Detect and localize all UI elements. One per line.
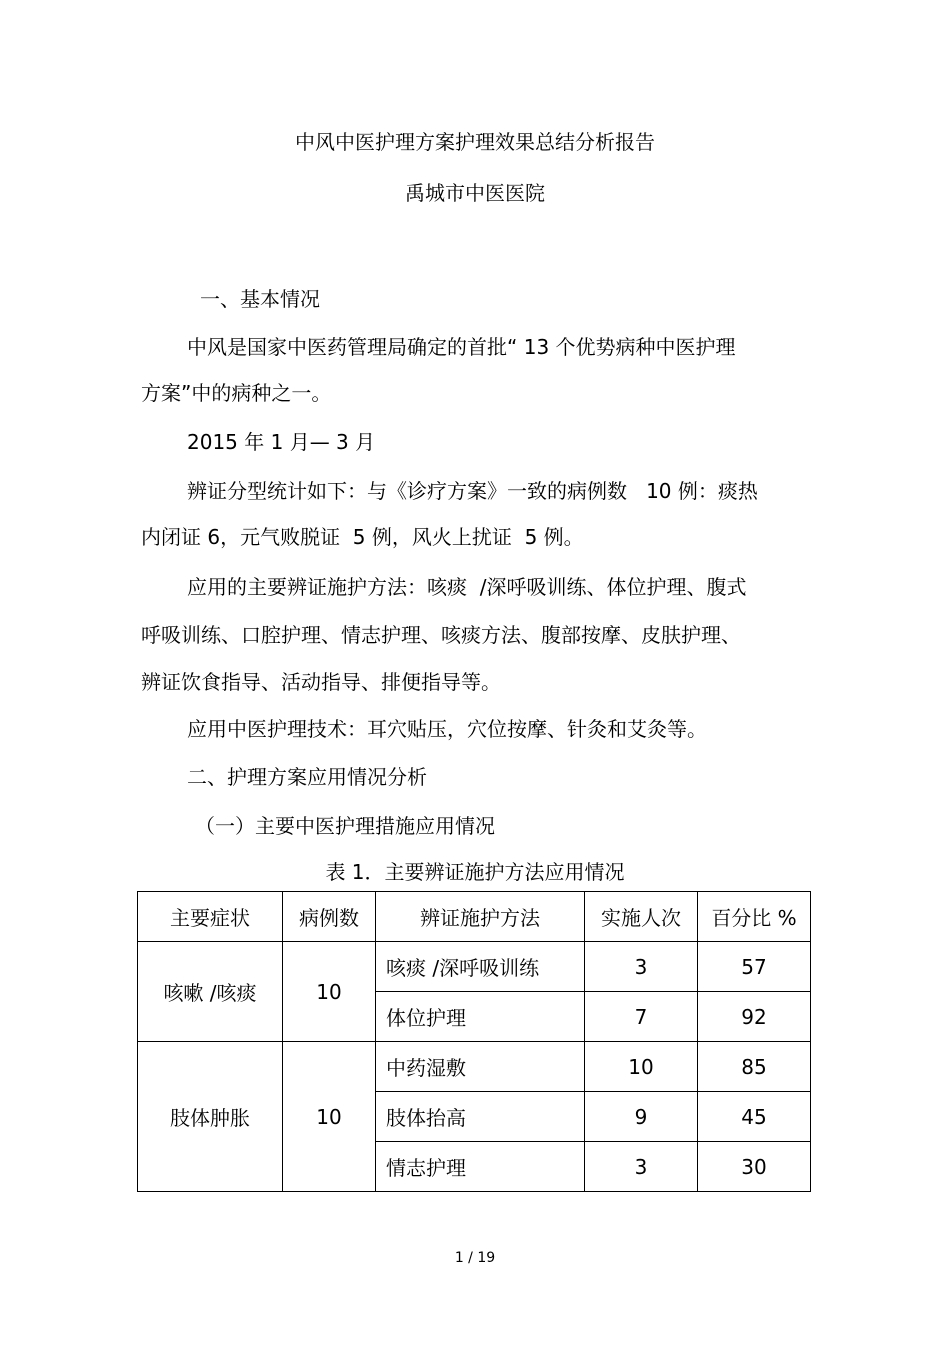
table-caption: 表 1．主要辨证施护方法应用情况 [325, 860, 625, 884]
paragraph4: 应用中医护理技术：耳穴贴压，穴位按摩、针灸和艾灸等。 [187, 717, 707, 741]
method-cell: 情志护理 [376, 1142, 585, 1192]
count-cell: 7 [585, 992, 698, 1042]
percent-cell: 85 [698, 1042, 811, 1092]
count-cell: 10 [585, 1042, 698, 1092]
symptom-cell: 肢体肿胀 [138, 1042, 283, 1192]
paragraph2-line1: 辨证分型统计如下：与《诊疗方案》一致的病例数 10 例：痰热 [187, 479, 758, 503]
header-cases: 病例数 [283, 892, 376, 942]
percent-cell: 92 [698, 992, 811, 1042]
method-cell: 肢体抬高 [376, 1092, 585, 1142]
percent-cell: 30 [698, 1142, 811, 1192]
count-cell: 9 [585, 1092, 698, 1142]
method-cell: 中药湿敷 [376, 1042, 585, 1092]
percent-cell: 57 [698, 942, 811, 992]
paragraph1-line2: 方案”中的病种之一。 [141, 381, 332, 405]
percent-cell: 45 [698, 1092, 811, 1142]
document-title: 中风中医护理方案护理效果总结分析报告 [295, 130, 655, 154]
nursing-methods-table [137, 891, 811, 1192]
cases-cell: 10 [283, 942, 376, 1042]
hospital-name: 禹城市中医医院 [405, 181, 545, 205]
header-percent: 百分比 % [698, 892, 811, 942]
paragraph1-line1: 中风是国家中医药管理局确定的首批“ 13 个优势病种中医护理 [187, 335, 736, 359]
count-cell: 3 [585, 942, 698, 992]
table-header-row [138, 892, 811, 942]
page-number: 1 / 19 [454, 1250, 496, 1266]
header-count: 实施人次 [585, 892, 698, 942]
paragraph2-line2: 内闭证 6，元气败脱证 5 例，风火上扰证 5 例。 [141, 525, 584, 549]
section2-heading: 二、护理方案应用情况分析 [187, 765, 427, 789]
method-cell: 咳痰 /深呼吸训练 [376, 942, 585, 992]
section1-heading: 一、基本情况 [200, 287, 320, 311]
table-row [138, 942, 811, 992]
cases-cell: 10 [283, 1042, 376, 1192]
method-cell: 体位护理 [376, 992, 585, 1042]
subsection1-heading: （一）主要中医护理措施应用情况 [195, 814, 495, 838]
count-cell: 3 [585, 1142, 698, 1192]
paragraph3-line2: 呼吸训练、口腔护理、情志护理、咳痰方法、腹部按摩、皮肤护理、 [141, 623, 741, 647]
header-symptom: 主要症状 [138, 892, 283, 942]
paragraph3-line1: 应用的主要辨证施护方法：咳痰 /深呼吸训练、体位护理、腹式 [187, 575, 747, 599]
header-method: 辨证施护方法 [376, 892, 585, 942]
paragraph3-line3: 辨证饮食指导、活动指导、排便指导等。 [141, 670, 501, 694]
period-line: 2015 年 1 月— 3 月 [187, 430, 376, 454]
table-row [138, 1042, 811, 1092]
symptom-cell: 咳嗽 /咳痰 [138, 942, 283, 1042]
